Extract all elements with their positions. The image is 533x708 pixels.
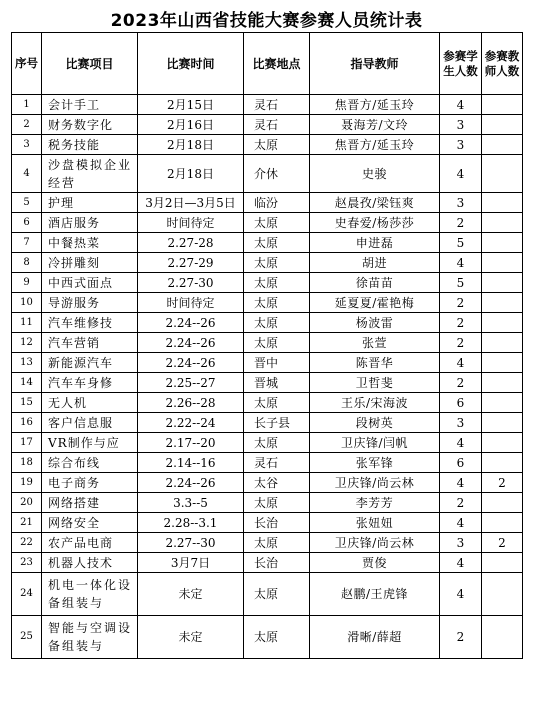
table-row [12, 373, 523, 393]
cell-teacher: 聂海芳/文玲 [310, 115, 440, 135]
cell-teacher: 延夏夏/霍艳梅 [310, 293, 440, 313]
cell-index: 1 [12, 95, 42, 115]
cell-teachers [482, 313, 523, 333]
cell-teachers [482, 333, 523, 353]
header-index: 序号 [12, 33, 42, 95]
cell-students: 2 [440, 333, 482, 353]
cell-students: 4 [440, 95, 482, 115]
cell-place: 太原 [244, 253, 310, 273]
cell-project: 客户信息服 [42, 413, 138, 433]
header-project: 比赛项目 [42, 33, 138, 95]
cell-teachers [482, 135, 523, 155]
cell-teacher: 徐苗苗 [310, 273, 440, 293]
cell-index: 19 [12, 473, 42, 493]
cell-place: 太原 [244, 533, 310, 553]
table-row [12, 513, 523, 533]
cell-index: 6 [12, 213, 42, 233]
cell-index: 9 [12, 273, 42, 293]
cell-time: 2月18日 [138, 135, 244, 155]
cell-students: 2 [440, 373, 482, 393]
cell-place: 太原 [244, 616, 310, 659]
table-row [12, 155, 523, 193]
cell-teacher: 杨波雷 [310, 313, 440, 333]
cell-time: 2.14--16 [138, 453, 244, 473]
table-body [12, 95, 523, 659]
cell-project: 网络搭建 [42, 493, 138, 513]
cell-place: 太原 [244, 393, 310, 413]
cell-place: 太原 [244, 573, 310, 616]
header-row [12, 33, 523, 95]
cell-teachers [482, 353, 523, 373]
cell-teachers [482, 155, 523, 193]
table-row [12, 573, 523, 616]
cell-teachers: 2 [482, 533, 523, 553]
cell-teacher: 赵晨孜/梁钰爽 [310, 193, 440, 213]
table-row [12, 135, 523, 155]
cell-index: 16 [12, 413, 42, 433]
cell-teachers [482, 413, 523, 433]
cell-project: 冷拼雕刻 [42, 253, 138, 273]
cell-project: 汽车营销 [42, 333, 138, 353]
cell-place: 太原 [244, 333, 310, 353]
table-row [12, 193, 523, 213]
table-row [12, 293, 523, 313]
cell-index: 11 [12, 313, 42, 333]
cell-place: 晋城 [244, 373, 310, 393]
cell-teacher: 申进磊 [310, 233, 440, 253]
cell-teacher: 陈晋华 [310, 353, 440, 373]
cell-time: 未定 [138, 573, 244, 616]
cell-index: 4 [12, 155, 42, 193]
cell-teachers [482, 616, 523, 659]
table-row [12, 353, 523, 373]
cell-index: 7 [12, 233, 42, 253]
cell-place: 太谷 [244, 473, 310, 493]
table-row [12, 333, 523, 353]
cell-teachers [482, 95, 523, 115]
cell-teachers [482, 513, 523, 533]
cell-teacher: 赵鹏/王虎锋 [310, 573, 440, 616]
cell-project: 综合布线 [42, 453, 138, 473]
cell-teacher: 张妞妞 [310, 513, 440, 533]
cell-students: 5 [440, 273, 482, 293]
cell-place: 太原 [244, 493, 310, 513]
cell-students: 2 [440, 616, 482, 659]
cell-index: 10 [12, 293, 42, 313]
cell-project: 沙盘模拟企业经营 [42, 155, 138, 193]
cell-index: 23 [12, 553, 42, 573]
cell-students: 3 [440, 135, 482, 155]
table-row [12, 553, 523, 573]
cell-students: 2 [440, 293, 482, 313]
header-students: 参赛学生人数 [440, 33, 482, 95]
cell-teachers [482, 273, 523, 293]
table-row [12, 493, 523, 513]
cell-students: 3 [440, 533, 482, 553]
cell-teacher: 卫哲斐 [310, 373, 440, 393]
cell-students: 5 [440, 233, 482, 253]
cell-time: 2.24--26 [138, 333, 244, 353]
cell-time: 2.27--30 [138, 533, 244, 553]
cell-time: 2.27-30 [138, 273, 244, 293]
cell-students: 4 [440, 573, 482, 616]
cell-time: 2.25--27 [138, 373, 244, 393]
cell-students: 6 [440, 453, 482, 473]
cell-time: 2.22--24 [138, 413, 244, 433]
cell-teachers [482, 193, 523, 213]
cell-index: 12 [12, 333, 42, 353]
cell-students: 4 [440, 433, 482, 453]
cell-teachers: 2 [482, 473, 523, 493]
cell-teacher: 焦晋方/延玉玲 [310, 135, 440, 155]
cell-students: 4 [440, 155, 482, 193]
cell-index: 17 [12, 433, 42, 453]
cell-place: 太原 [244, 293, 310, 313]
cell-project: 新能源汽车 [42, 353, 138, 373]
cell-project: 税务技能 [42, 135, 138, 155]
cell-teacher: 段树英 [310, 413, 440, 433]
cell-place: 太原 [244, 313, 310, 333]
table-row [12, 533, 523, 553]
cell-teachers [482, 293, 523, 313]
cell-project: 酒店服务 [42, 213, 138, 233]
cell-time: 3月2日—3月5日 [138, 193, 244, 213]
cell-students: 4 [440, 553, 482, 573]
cell-place: 长治 [244, 513, 310, 533]
table-row [12, 95, 523, 115]
cell-students: 6 [440, 393, 482, 413]
cell-teacher: 卫庆锋/尚云林 [310, 533, 440, 553]
table-row [12, 616, 523, 659]
table-row [12, 233, 523, 253]
cell-time: 2.27-29 [138, 253, 244, 273]
cell-time: 2.28--3.1 [138, 513, 244, 533]
cell-index: 13 [12, 353, 42, 373]
cell-teacher: 张军锋 [310, 453, 440, 473]
cell-index: 14 [12, 373, 42, 393]
cell-project: 汽车车身修 [42, 373, 138, 393]
cell-teachers [482, 233, 523, 253]
cell-teachers [482, 553, 523, 573]
cell-place: 太原 [244, 433, 310, 453]
cell-index: 20 [12, 493, 42, 513]
cell-index: 2 [12, 115, 42, 135]
cell-teacher: 胡进 [310, 253, 440, 273]
cell-project: 护理 [42, 193, 138, 213]
cell-teacher: 贾俊 [310, 553, 440, 573]
cell-students: 2 [440, 493, 482, 513]
cell-students: 2 [440, 313, 482, 333]
cell-project: 机器人技术 [42, 553, 138, 573]
cell-teachers [482, 433, 523, 453]
cell-project: 汽车维修技 [42, 313, 138, 333]
cell-teachers [482, 453, 523, 473]
table-row [12, 115, 523, 135]
cell-students: 4 [440, 473, 482, 493]
cell-time: 2.17--20 [138, 433, 244, 453]
cell-time: 2.26--28 [138, 393, 244, 413]
cell-project: 电子商务 [42, 473, 138, 493]
header-teacher: 指导教师 [310, 33, 440, 95]
cell-index: 5 [12, 193, 42, 213]
cell-time: 2.24--26 [138, 473, 244, 493]
cell-place: 灵石 [244, 453, 310, 473]
cell-index: 25 [12, 616, 42, 659]
table-row [12, 313, 523, 333]
cell-project: 导游服务 [42, 293, 138, 313]
cell-index: 8 [12, 253, 42, 273]
cell-index: 3 [12, 135, 42, 155]
cell-time: 3月7日 [138, 553, 244, 573]
cell-teachers [482, 115, 523, 135]
cell-project: 中西式面点 [42, 273, 138, 293]
cell-project: 智能与空调设备组装与 [42, 616, 138, 659]
cell-teacher: 滑晰/薛超 [310, 616, 440, 659]
table-row [12, 393, 523, 413]
cell-teachers [482, 393, 523, 413]
cell-place: 长子县 [244, 413, 310, 433]
cell-place: 太原 [244, 233, 310, 253]
cell-teacher: 卫庆锋/闫帆 [310, 433, 440, 453]
cell-time: 时间待定 [138, 213, 244, 233]
cell-teacher: 张萱 [310, 333, 440, 353]
cell-time: 未定 [138, 616, 244, 659]
cell-place: 太原 [244, 135, 310, 155]
cell-place: 长治 [244, 553, 310, 573]
cell-index: 22 [12, 533, 42, 553]
cell-students: 4 [440, 253, 482, 273]
cell-place: 灵石 [244, 95, 310, 115]
cell-students: 2 [440, 213, 482, 233]
cell-project: 网络安全 [42, 513, 138, 533]
cell-time: 2.24--26 [138, 353, 244, 373]
cell-project: 财务数字化 [42, 115, 138, 135]
cell-project: 中餐热菜 [42, 233, 138, 253]
cell-index: 21 [12, 513, 42, 533]
cell-index: 18 [12, 453, 42, 473]
cell-place: 介休 [244, 155, 310, 193]
cell-index: 15 [12, 393, 42, 413]
table-row [12, 273, 523, 293]
page-title: 2023年山西省技能大赛参赛人员统计表 [110, 11, 423, 31]
cell-time: 时间待定 [138, 293, 244, 313]
cell-students: 3 [440, 115, 482, 135]
table-row [12, 433, 523, 453]
cell-place: 灵石 [244, 115, 310, 135]
cell-students: 3 [440, 193, 482, 213]
cell-students: 4 [440, 513, 482, 533]
table-row [12, 413, 523, 433]
cell-teachers [482, 573, 523, 616]
table-row [12, 453, 523, 473]
cell-time: 2.27-28 [138, 233, 244, 253]
header-time: 比赛时间 [138, 33, 244, 95]
cell-teachers [482, 373, 523, 393]
table-row [12, 473, 523, 493]
cell-teacher: 史春爱/杨莎莎 [310, 213, 440, 233]
table-row [12, 253, 523, 273]
cell-teachers [482, 493, 523, 513]
cell-place: 晋中 [244, 353, 310, 373]
cell-teacher: 王乐/宋海波 [310, 393, 440, 413]
cell-teachers [482, 213, 523, 233]
table-row [12, 213, 523, 233]
cell-project: VR制作与应 [42, 433, 138, 453]
statistics-table [11, 32, 523, 659]
cell-project: 无人机 [42, 393, 138, 413]
cell-place: 太原 [244, 273, 310, 293]
cell-students: 3 [440, 413, 482, 433]
cell-teachers [482, 253, 523, 273]
cell-students: 4 [440, 353, 482, 373]
cell-teacher: 焦晋方/延玉玲 [310, 95, 440, 115]
cell-time: 2月16日 [138, 115, 244, 135]
header-teachers: 参赛教师人数 [482, 33, 523, 95]
cell-project: 农产品电商 [42, 533, 138, 553]
header-place: 比赛地点 [244, 33, 310, 95]
cell-teacher: 李芳芳 [310, 493, 440, 513]
cell-place: 太原 [244, 213, 310, 233]
cell-project: 会计手工 [42, 95, 138, 115]
cell-time: 3.3--5 [138, 493, 244, 513]
cell-teacher: 史骏 [310, 155, 440, 193]
cell-index: 24 [12, 573, 42, 616]
cell-project: 机电一体化设备组装与 [42, 573, 138, 616]
cell-time: 2.24--26 [138, 313, 244, 333]
cell-teacher: 卫庆锋/尚云林 [310, 473, 440, 493]
cell-time: 2月18日 [138, 155, 244, 193]
cell-place: 临汾 [244, 193, 310, 213]
cell-time: 2月15日 [138, 95, 244, 115]
